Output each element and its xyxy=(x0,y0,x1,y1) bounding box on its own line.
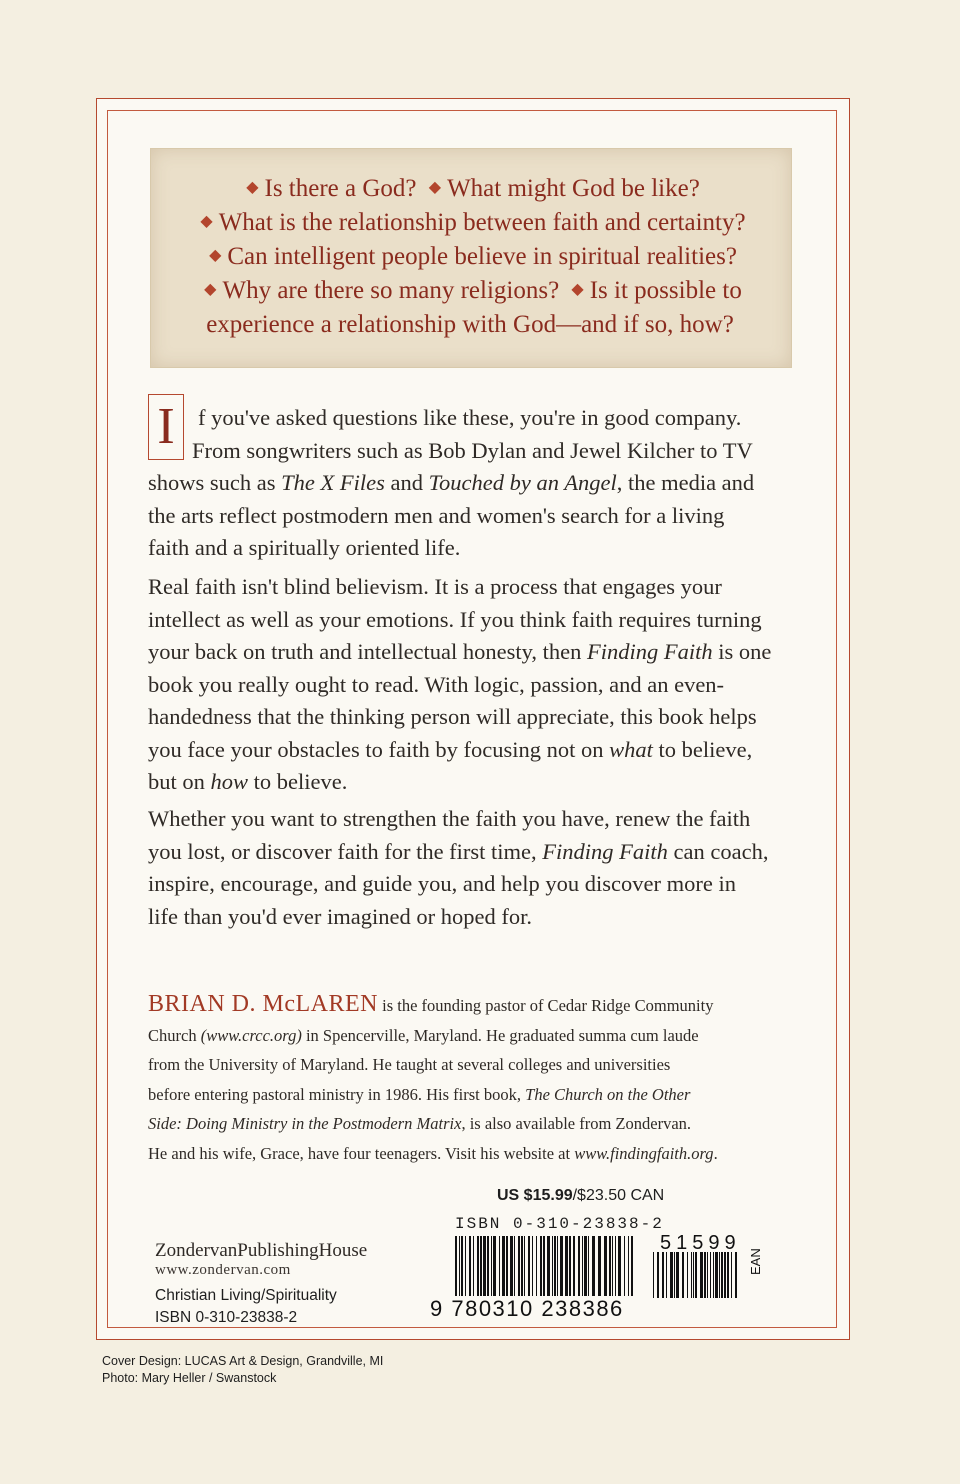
author-name: BRIAN D. McLAREN xyxy=(148,991,378,1017)
barcode-digits: 9 780310 238386 xyxy=(430,1296,624,1321)
publisher-url: www.zondervan.com xyxy=(155,1262,291,1278)
paragraph-2: Real faith isn't blind believism. It is a process that engages your intellect as well as your emotions. If you think faith requires turning your back on truth and intellectual honesty, then Finding Faith is one book you really ought to read. With logic, passion, and an even- handedness that the thinking person will appreciate, this book helps you face your obstacles to faith by focusing not on what to believe, but on how to believe. xyxy=(148,574,772,794)
paragraph-3: Whether you want to strengthen the faith you have, renew the faith you lost, or discover faith for the first time, Finding Faith can coach, inspire, encourage, and guide you, and help you discover more in life than you'd ever imagined or hoped for. xyxy=(148,806,769,929)
cover-credit: Cover Design: LUCAS Art & Design, Grandville, MI xyxy=(102,1354,384,1368)
ean-label: EAN xyxy=(748,1248,763,1275)
diamond-bullet-icon: ◆ xyxy=(209,247,222,264)
photo-credit: Photo: Mary Heller / Swanstock xyxy=(102,1371,277,1385)
diamond-bullet-icon: ◆ xyxy=(428,179,442,196)
question-line-1: ◆ Is there a God? ◆ What might God be like? xyxy=(246,175,700,202)
question-line-2: ◆ What is the relationship between faith and certainty? xyxy=(200,209,746,236)
publisher-name: ZondervanPublishingHouse xyxy=(155,1240,368,1261)
question-line-5: experience a relationship with God—and if so, how? xyxy=(206,311,734,338)
category-label: Christian Living/Spirituality xyxy=(155,1287,337,1304)
drop-cap: I xyxy=(148,394,184,460)
barcode-isbn: ISBN 0-310-23838-2 xyxy=(455,1215,664,1233)
diamond-bullet-icon: ◆ xyxy=(571,281,584,298)
author-bio: BRIAN D. McLAREN is the founding pastor of Cedar Ridge Community Church (www.crcc.org) in Spencerville, Maryland. He graduated summa cum laude from the University of Maryland. He taught at several colleges and universities before entering pastoral ministry in 1986. His first book, The Church on the Other Side: Doing Ministry in the Postmodern Matrix, is also available from Zondervan. He and his wife, Grace, have four teenagers. Visit his website at www.findingfaith.org. xyxy=(148,991,718,1163)
paragraph-1: f you've asked questions like these, you're in good company. From songwriters such as Bob Dylan and Jewel Kilcher to TV shows such as The X Files and Touched by an Angel, the media and the arts reflect postmodern men and women's search for a living faith and a spiritually oriented life. xyxy=(148,405,755,560)
diamond-bullet-icon: ◆ xyxy=(200,213,213,230)
isbn-label: ISBN 0-310-23838-2 xyxy=(155,1309,298,1326)
diamond-bullet-icon: ◆ xyxy=(246,179,259,196)
price-label: US $15.99/$23.50 CAN xyxy=(497,1187,665,1204)
barcode-addon: 51599 xyxy=(660,1232,741,1254)
diamond-bullet-icon: ◆ xyxy=(204,281,217,298)
question-line-3: ◆ Can intelligent people believe in spiritual realities? xyxy=(209,243,737,270)
question-line-4: ◆ Why are there so many religions? ◆ Is it possible to xyxy=(204,277,742,304)
